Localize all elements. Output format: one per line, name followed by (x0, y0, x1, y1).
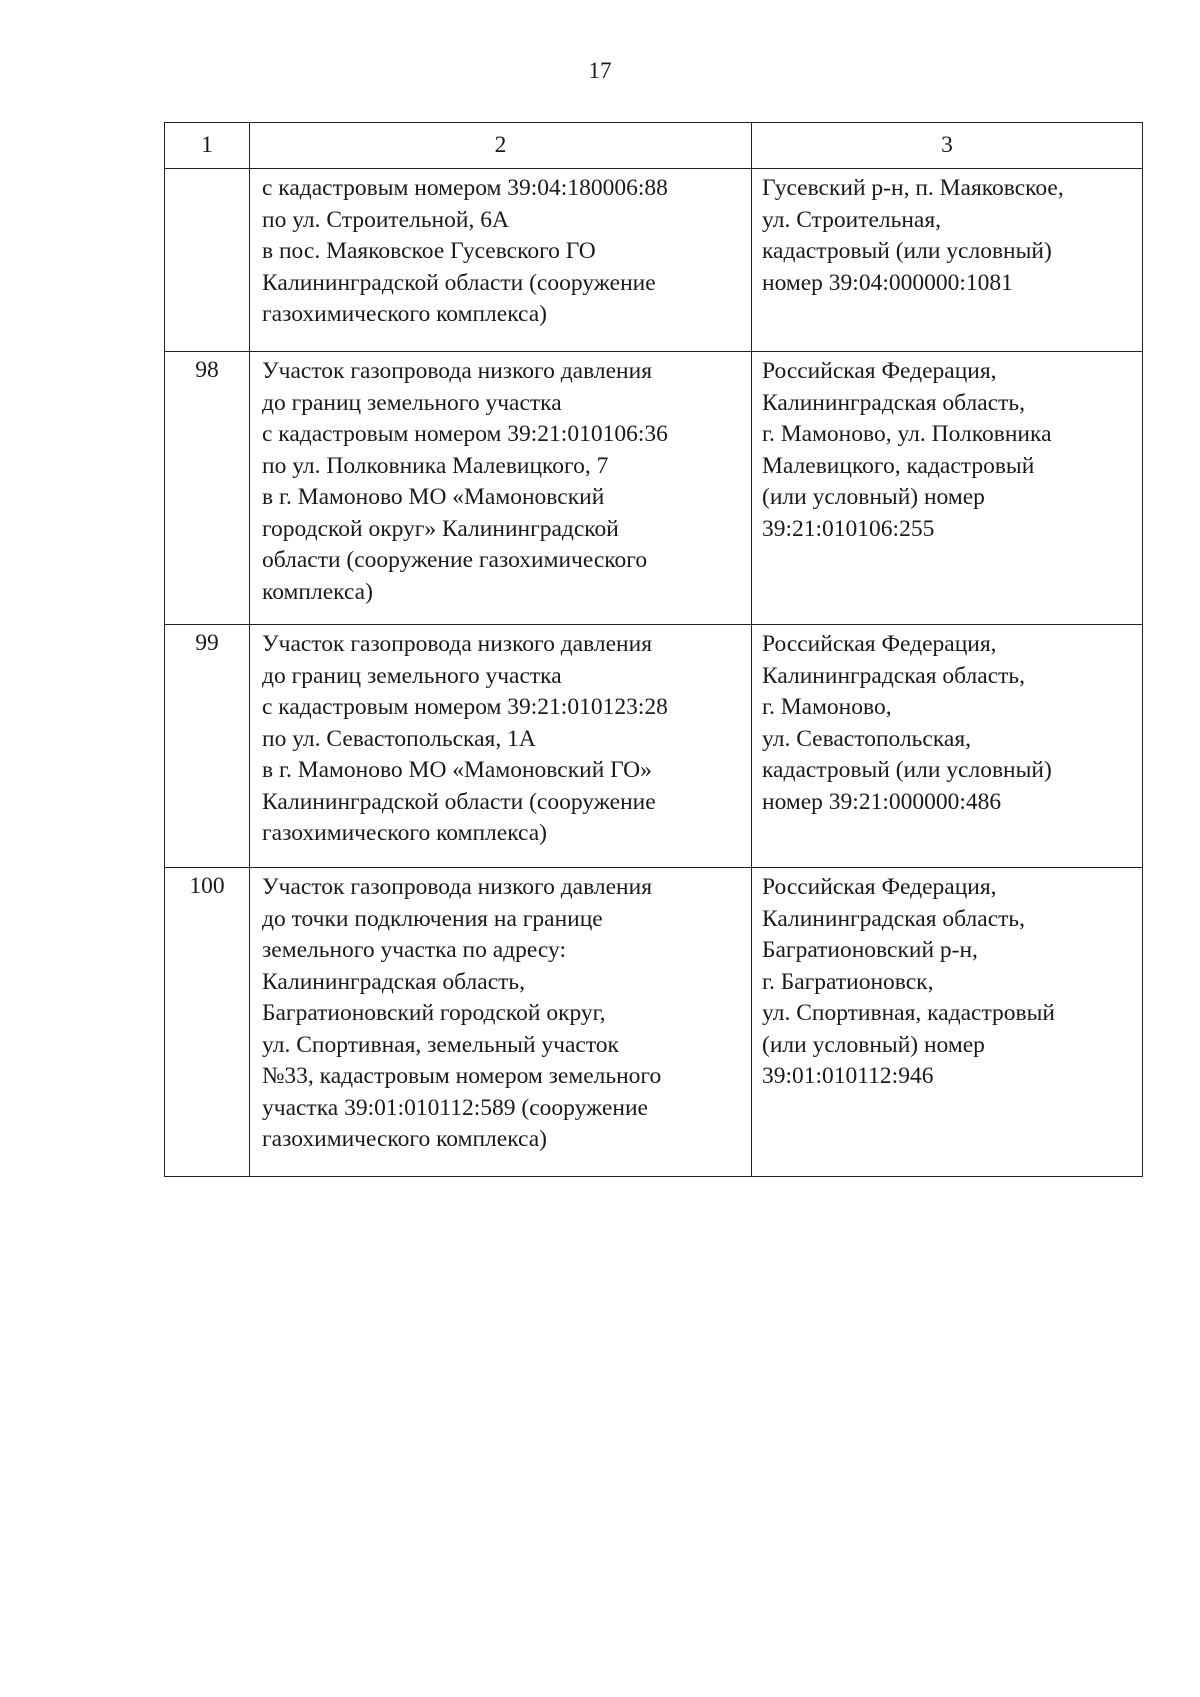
page-number: 17 (588, 58, 612, 83)
row-number (165, 169, 250, 352)
row-description: Участок газопровода низкого давления до границ земельного участка с кадастровым номером 39:21:010123:28 по ул. Севастопольская, 1А в г. Мамоново МО «Мамоновский ГО» Калининградской области (сооружение газохимического комплекса) (250, 625, 752, 868)
row-description: с кадастровым номером 39:04:180006:88 по ул. Строительной, 6А в пос. Маяковское Гусевского ГО Калининградской области (сооружение газохимического комплекса) (250, 169, 752, 352)
table-row (165, 868, 1143, 1177)
row-address: Российская Федерация, Калининградская область, г. Мамоново, ул. Севастопольская, кадастровый (или условный) номер 39:21:000000:486 (752, 625, 1143, 868)
table-row (165, 625, 1143, 868)
row-number: 98 (165, 352, 250, 625)
row-address: Российская Федерация, Калининградская область, г. Мамоново, ул. Полковника Малевицкого, кадастровый (или условный) номер 39:21:010106:255 (752, 352, 1143, 625)
table-row (165, 352, 1143, 625)
property-table (164, 122, 1143, 1177)
row-address: Российская Федерация, Калининградская область, Багратионовский р-н, г. Багратионовск, ул. Спортивная, кадастровый (или условный) номер 39:01:010112:946 (752, 868, 1143, 1177)
row-description: Участок газопровода низкого давления до точки подключения на границе земельного участка по адресу: Калининградская область, Багратионовский городской округ, ул. Спортивная, земельный участок №33, кадастровым номером земельного участка 39:01:010112:589 (сооружение газохимического комплекса) (250, 868, 752, 1177)
row-description: Участок газопровода низкого давления до границ земельного участка с кадастровым номером 39:21:010106:36 по ул. Полковника Малевицкого, 7 в г. Мамоново МО «Мамоновский городской округ» Калининградской области (сооружение газохимического комплекса) (250, 352, 752, 625)
table-row (165, 169, 1143, 352)
column-header-number: 1 (165, 123, 250, 169)
column-header-description: 2 (250, 123, 752, 169)
row-number: 100 (165, 868, 250, 1177)
column-header-address: 3 (752, 123, 1143, 169)
row-address: Гусевский р-н, п. Маяковское, ул. Строительная, кадастровый (или условный) номер 39:04:000000:1081 (752, 169, 1143, 352)
row-number: 99 (165, 625, 250, 868)
table-header-row (165, 123, 1143, 169)
